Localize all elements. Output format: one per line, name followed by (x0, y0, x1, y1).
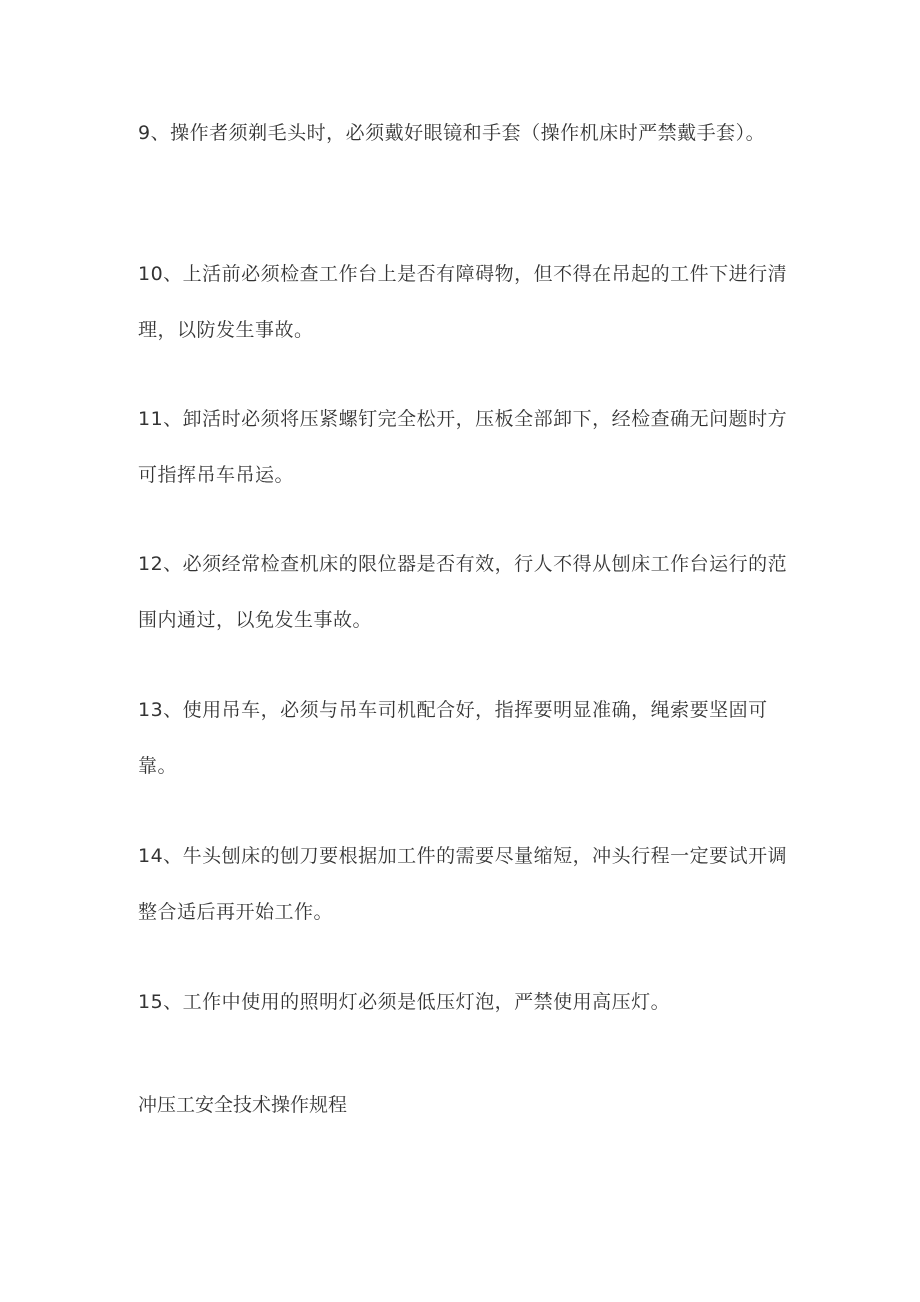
rule-item-10: 10、上活前必须检查工作台上是否有障碍物，但不得在吊起的工件下进行清理，以防发生事故。 (138, 263, 788, 341)
rule-item-9: 9、操作者须剃毛头时，必须戴好眼镜和手套（操作机床时严禁戴手套）。 (138, 122, 766, 144)
rule-item-11: 11、卸活时必须将压紧螺钉完全松开，压板全部卸下，经检查确无问题时方可指挥吊车吊运。 (138, 408, 788, 486)
rule-item-12: 12、必须经常检查机床的限位器是否有效，行人不得从刨床工作台运行的范围内通过，以免发生事故。 (138, 553, 788, 631)
rule-item-14: 14、牛头刨床的刨刀要根据加工件的需要尽量缩短，冲头行程一定要试开调整合适后再开始工作。 (138, 845, 788, 923)
rule-item-15: 15、工作中使用的照明灯必须是低压灯泡，严禁使用高压灯。 (138, 991, 671, 1013)
section-heading: 冲压工安全技术操作规程 (138, 1094, 348, 1116)
rule-item-13: 13、使用吊车，必须与吊车司机配合好，指挥要明显准确，绳索要坚固可靠。 (138, 699, 768, 777)
